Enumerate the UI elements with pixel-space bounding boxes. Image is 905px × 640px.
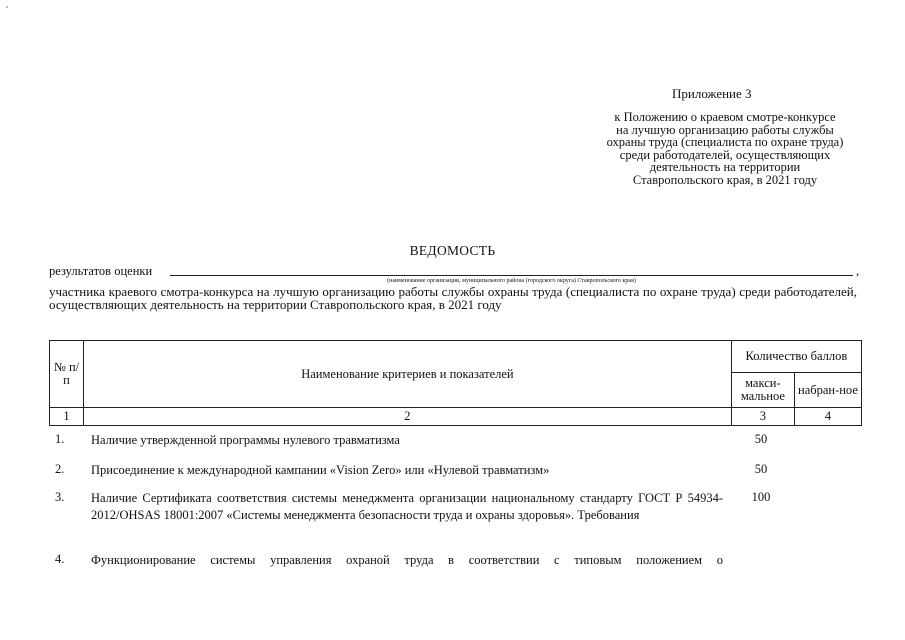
evaluation-label: результатов оценки bbox=[49, 264, 153, 278]
criterion-max-score: 50 bbox=[754, 432, 768, 446]
index-cell: 4 bbox=[794, 408, 861, 426]
column-max-header: макси-мальное bbox=[731, 373, 794, 408]
appendix-reference bbox=[560, 111, 890, 186]
criterion-number: 4. bbox=[55, 552, 65, 566]
criteria-table-header bbox=[49, 340, 862, 426]
appendix-line: Ставропольского края, в 2021 году bbox=[632, 172, 818, 187]
index-cell: 1 bbox=[50, 408, 84, 426]
appendix-line: охраны труда (специалиста по охране труда) bbox=[606, 135, 844, 149]
appendix-line: деятельность на территории bbox=[649, 160, 801, 174]
criterion-max-score: 100 bbox=[751, 490, 771, 504]
index-cell: 2 bbox=[84, 408, 732, 426]
appendix-line: на лучшую организацию работы службы bbox=[616, 122, 834, 137]
criterion-number: 1. bbox=[55, 432, 65, 446]
criterion-text: Наличие Сертификата соответствия системы менеджмента организации национальному стандарту ГОСТ Р 54934-2012/OHSAS 18001:2007 «Системы менеджмента безопасности труда и охраны здоровья». Требования bbox=[91, 491, 723, 522]
evaluation-comma: , bbox=[856, 264, 860, 278]
criterion-number: 2. bbox=[55, 462, 65, 476]
document-title: ВЕДОМОСТЬ bbox=[409, 243, 496, 258]
column-points-header: Количество баллов bbox=[731, 341, 861, 373]
organization-hint: (наименование организации, муниципального района (городского округа) Ставропольского края) bbox=[387, 278, 636, 284]
appendix-title: Приложение 3 bbox=[672, 86, 752, 101]
criterion-number: 3. bbox=[55, 490, 65, 504]
criterion-text: Функционирование системы управления охраной труда в соответствии с типовым положением о bbox=[91, 553, 723, 567]
criterion-max-score: 50 bbox=[754, 462, 768, 476]
column-criteria-header: Наименование критериев и показателей bbox=[84, 341, 732, 408]
participant-description: участника краевого смотра-конкурса на лучшую организацию работы службы охраны труда (специалиста по охране труда) среди работодателей, осуществляющих деятельность на территории Ставропольского края, в 2021 году bbox=[49, 284, 857, 312]
index-cell: 3 bbox=[731, 408, 794, 426]
scan-mark bbox=[6, 6, 8, 8]
criterion-text: Наличие утвержденной программы нулевого травматизма bbox=[91, 433, 400, 447]
column-number-header: № п/п bbox=[50, 341, 84, 408]
organization-blank-line bbox=[170, 275, 853, 276]
appendix-line: среди работодателей, осуществляющих bbox=[619, 147, 831, 162]
criterion-text: Присоединение к международной кампании «Vision Zero» или «Нулевой травматизм» bbox=[91, 463, 550, 477]
appendix-line: к Положению о краевом смотре-конкурсе bbox=[614, 110, 836, 124]
column-earned-header: набран-ное bbox=[794, 373, 861, 408]
